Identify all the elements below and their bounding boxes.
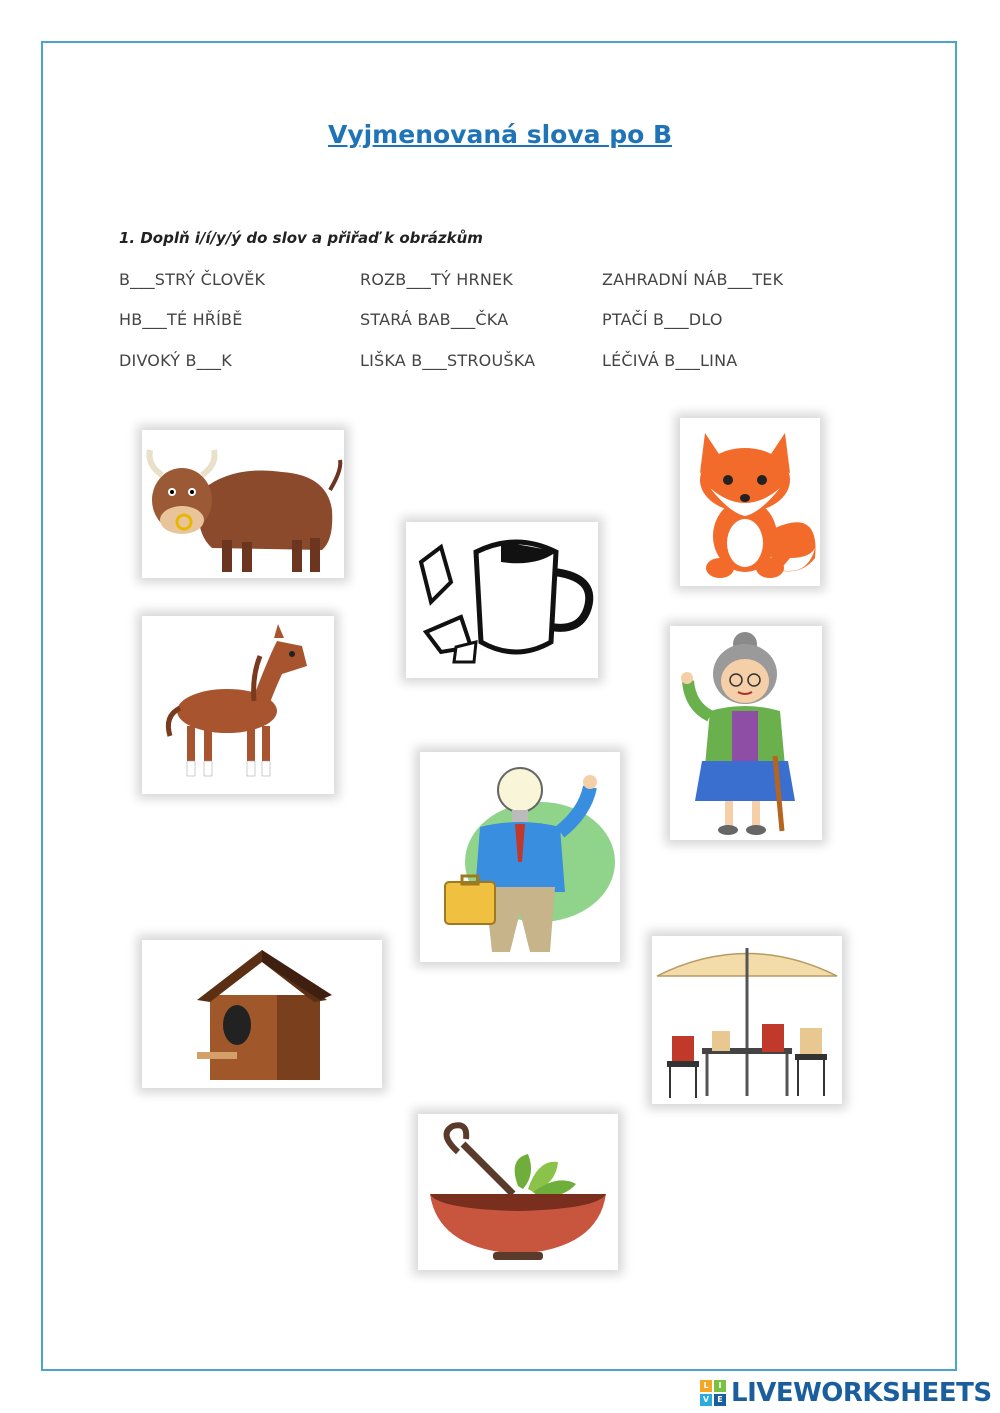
picture-card-foal[interactable] <box>142 616 334 794</box>
word-6[interactable]: PTAČÍ B___DLO <box>602 310 723 329</box>
picture-card-bull[interactable] <box>142 430 344 578</box>
picture-card-garden-furniture[interactable] <box>652 936 842 1104</box>
logo-text: LIVEWORKSHEETS <box>731 1378 992 1408</box>
bull-icon <box>142 430 344 578</box>
fox-icon <box>680 418 820 586</box>
word-1[interactable]: B___STRÝ ČLOVĚK <box>119 270 266 289</box>
logo-letter-i: I <box>714 1380 726 1392</box>
logo-letter-v: V <box>700 1394 712 1406</box>
word-9[interactable]: LÉČIVÁ B___LINA <box>602 351 738 370</box>
grandmother-icon <box>670 626 822 840</box>
worksheet-title: Vyjmenovaná slova po B <box>327 120 673 149</box>
word-3[interactable]: ZAHRADNÍ NÁB___TEK <box>602 270 784 289</box>
word-5[interactable]: STARÁ BAB___ČKA <box>360 310 509 329</box>
picture-card-broken-mug[interactable] <box>406 522 598 678</box>
clever-man-icon <box>420 752 620 962</box>
picture-card-herb-bowl[interactable] <box>418 1114 618 1270</box>
word-8[interactable]: LIŠKA B___STROUŠKA <box>360 351 536 370</box>
logo-letter-l: L <box>700 1380 712 1392</box>
foal-icon <box>142 616 334 794</box>
broken-mug-icon <box>406 522 598 678</box>
picture-card-birdhouse[interactable] <box>142 940 382 1088</box>
birdhouse-icon <box>142 940 382 1088</box>
herb-bowl-icon <box>418 1114 618 1270</box>
garden-furniture-icon <box>652 936 842 1104</box>
picture-card-fox[interactable] <box>680 418 820 586</box>
instruction-text: 1. Doplň i/í/y/ý do slov a přiřaď k obrázkům <box>119 229 483 247</box>
logo-mark-icon <box>700 1380 726 1406</box>
liveworksheets-logo <box>700 1378 992 1408</box>
word-2[interactable]: ROZB___TÝ HRNEK <box>360 270 513 289</box>
word-4[interactable]: HB___TÉ HŘÍBĚ <box>119 310 243 329</box>
picture-card-clever-man[interactable] <box>420 752 620 962</box>
picture-card-grandmother[interactable] <box>670 626 822 840</box>
logo-letter-e: E <box>714 1394 726 1406</box>
word-7[interactable]: DIVOKÝ B___K <box>119 351 232 370</box>
